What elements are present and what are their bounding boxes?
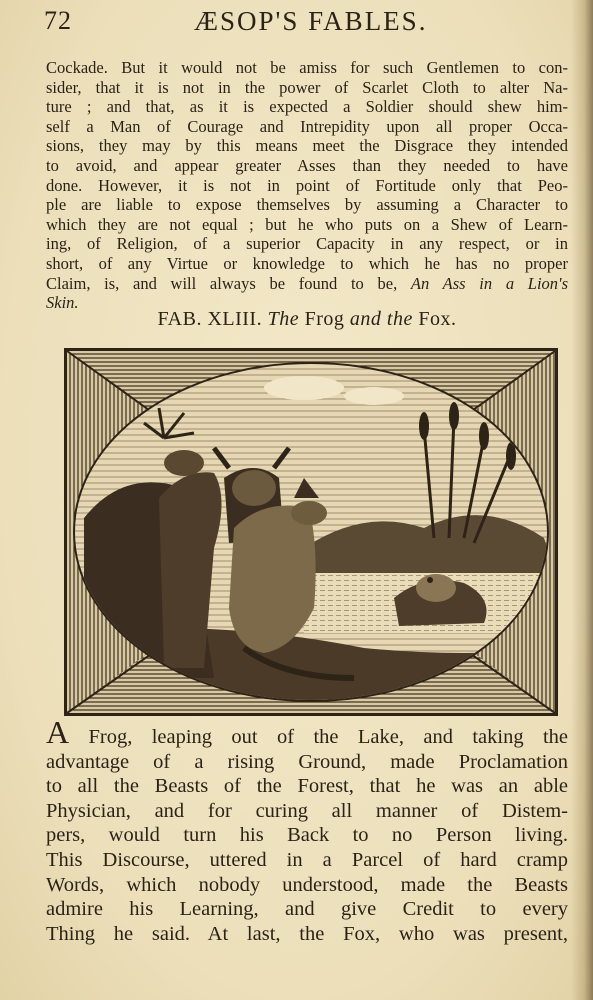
running-title: ÆSOP'S FABLES. (194, 6, 428, 36)
text-line: Cockade. But it would not be amiss for such Gentlemen to con- (46, 58, 568, 77)
text-line: sions, they may by this means meet the Disgrace they intended (46, 136, 568, 156)
text-line: ture ; and that, as it is expected a Soldier should shew him- (46, 97, 568, 117)
text-line: to all the Beasts of the Forest, that he was an able (46, 775, 568, 798)
text-line: ple are liable to expose themselves by assuming a Character to (46, 195, 568, 215)
running-head (44, 6, 570, 40)
fable-heading (46, 308, 568, 331)
page-gutter-shadow (571, 0, 593, 1000)
text-line: Thing he said. At last, the Fox, who was present, (46, 922, 568, 945)
page-number: 72 (44, 6, 72, 35)
text-line: which they are not equal ; but he who puts on a Shew of Learn- (46, 214, 568, 234)
text-line: advantage of a rising Ground, made Proclamation (46, 750, 568, 773)
text-line-italic: Skin. (46, 293, 79, 313)
text-line: sider, that it is not in the power of Scarlet Cloth to alter Na- (46, 77, 568, 97)
text-line: This Discourse, uttered in a Parcel of hard cramp (46, 848, 568, 871)
text-italic: An Ass in a Lion's (410, 273, 568, 293)
heading-and-the: and the (349, 308, 413, 330)
fable-number: FAB. XLIII. (157, 308, 263, 330)
text-line: Physician, and for curing all manner of Distem- (46, 799, 568, 822)
heading-fox: Fox. (418, 308, 457, 330)
text-line: done. However, it is not in point of Fortitude only that Peo- (46, 175, 568, 195)
text-line: admire his Learning, and give Credit to every (46, 898, 568, 921)
drop-cap: A (46, 714, 70, 750)
woodcut-frog-and-fox-icon (64, 348, 558, 716)
text-line: ing, of Religion, of a superior Capacity in any respect, or in (46, 234, 568, 254)
moral-paragraph (46, 58, 568, 313)
heading-frog: Frog (304, 308, 345, 330)
text-plain: Frog, leaping out of the Lake, and taking the (69, 726, 568, 748)
fable-paragraph (46, 714, 568, 946)
text-line: Words, which nobody understood, made the Beasts (46, 873, 568, 896)
text-line: pers, would turn his Back to no Person living. (46, 824, 568, 847)
text-line: to avoid, and appear greater Asses than they needed to have (46, 155, 568, 175)
text-line: self a Man of Courage and Intrepidity upon all proper Occa- (46, 116, 568, 136)
text-plain: Claim, is, and will always be found to be, (46, 273, 411, 293)
text-line (46, 714, 568, 750)
text-line (46, 274, 568, 294)
text-line: short, of any Virtue or knowledge to which he has no proper (46, 253, 568, 273)
heading-the: The (267, 308, 300, 330)
